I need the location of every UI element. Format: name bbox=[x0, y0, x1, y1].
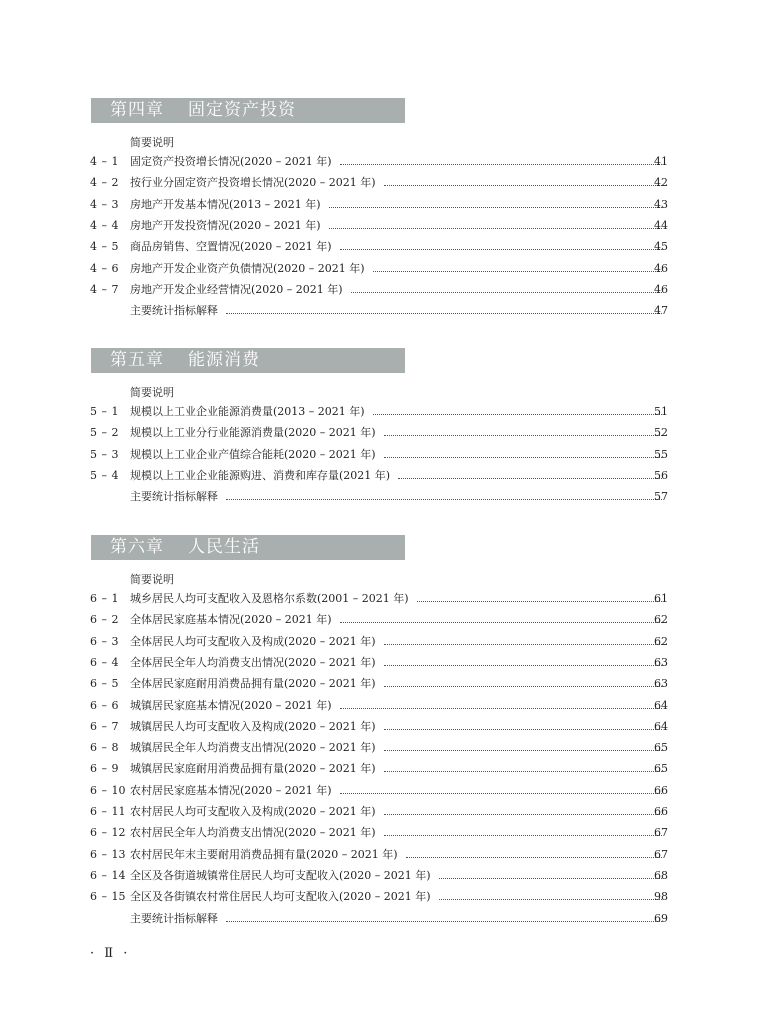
toc-entry bbox=[130, 259, 665, 279]
table-number: 4 – 7 bbox=[90, 282, 119, 296]
table-number: 5 – 2 bbox=[90, 426, 119, 440]
toc-entry bbox=[130, 610, 665, 630]
table-number: 6 – 11 bbox=[90, 805, 126, 818]
toc-title[interactable]: 城镇居民人均可支配收入及构成(2020 – 2021 年) bbox=[130, 719, 376, 733]
toc-entry bbox=[130, 653, 665, 673]
chapter-header bbox=[91, 348, 405, 373]
page-number: 46 bbox=[654, 261, 668, 275]
table-number: 6 – 14 bbox=[90, 868, 126, 882]
toc-entry bbox=[130, 887, 665, 907]
toc-entry bbox=[130, 738, 665, 758]
toc-entry bbox=[130, 280, 665, 300]
toc-title[interactable]: 城镇居民家庭基本情况(2020 – 2021 年) bbox=[130, 698, 332, 712]
table-number: 6 – 4 bbox=[90, 655, 119, 669]
page-number: 47 bbox=[654, 304, 668, 318]
dot-leader bbox=[384, 655, 662, 666]
chapter-header bbox=[91, 98, 405, 123]
intro-link[interactable]: 简要说明 bbox=[130, 573, 174, 586]
toc-title[interactable]: 全体居民全年人均消费支出情况(2020 – 2021 年) bbox=[130, 655, 376, 669]
table-number: 6 – 2 bbox=[90, 613, 119, 627]
toc-title[interactable]: 规模以上工业分行业能源消费量(2020 – 2021 年) bbox=[130, 426, 376, 440]
toc-row[interactable] bbox=[0, 845, 760, 865]
dot-leader bbox=[329, 197, 662, 208]
toc-row[interactable] bbox=[0, 674, 760, 694]
page-number: 55 bbox=[654, 447, 668, 461]
toc-row[interactable] bbox=[0, 802, 760, 822]
dot-leader bbox=[384, 634, 662, 645]
toc-row[interactable] bbox=[0, 259, 760, 279]
page-number: 66 bbox=[654, 783, 668, 797]
toc-title[interactable]: 农村居民人均可支配收入及构成(2020 – 2021 年) bbox=[130, 805, 376, 818]
toc-title[interactable]: 商品房销售、空置情况(2020 – 2021 年) bbox=[130, 240, 332, 254]
dot-leader bbox=[417, 591, 662, 602]
page-number: 63 bbox=[654, 677, 668, 691]
dot-leader bbox=[340, 154, 662, 165]
dot-leader bbox=[226, 489, 662, 500]
toc-title[interactable]: 城乡居民人均可支配收入及恩格尔系数(2001 – 2021 年) bbox=[130, 592, 409, 605]
dot-leader bbox=[340, 698, 662, 709]
toc-row[interactable] bbox=[0, 823, 760, 843]
dot-leader bbox=[439, 868, 662, 879]
page-number: 51 bbox=[654, 405, 668, 418]
toc-entry bbox=[130, 632, 665, 652]
table-number: 4 – 1 bbox=[90, 155, 119, 168]
dot-leader bbox=[340, 239, 662, 250]
toc-row[interactable] bbox=[0, 173, 760, 193]
page-number: 41 bbox=[654, 155, 668, 168]
dot-leader bbox=[373, 261, 662, 272]
toc-row[interactable] bbox=[0, 280, 760, 300]
table-number: 6 – 5 bbox=[90, 677, 119, 691]
chapter-title: 能源消费 bbox=[188, 350, 260, 370]
toc-entry bbox=[130, 301, 665, 321]
toc-title[interactable]: 全区及各街镇农村常住居民人均可支配收入(2020 – 2021 年) bbox=[130, 890, 431, 904]
toc-entry bbox=[130, 696, 665, 716]
table-number: 4 – 2 bbox=[90, 176, 119, 190]
toc-title[interactable]: 房地产开发企业经营情况(2020 – 2021 年) bbox=[130, 282, 343, 296]
chapter-header bbox=[91, 535, 405, 560]
dot-leader bbox=[329, 218, 662, 229]
intro-link[interactable]: 简要说明 bbox=[130, 386, 174, 399]
toc-title[interactable]: 规模以上工业企业能源购进、消费和库存量(2021 年) bbox=[130, 468, 391, 482]
toc-entry bbox=[130, 487, 665, 507]
dot-leader bbox=[384, 719, 662, 730]
toc-row[interactable] bbox=[0, 696, 760, 716]
toc-entry bbox=[130, 909, 665, 929]
page-number: 67 bbox=[654, 847, 668, 861]
toc-title[interactable]: 房地产开发投资情况(2020 – 2021 年) bbox=[130, 218, 321, 232]
dot-leader bbox=[398, 468, 662, 479]
page-number: 66 bbox=[654, 805, 668, 818]
toc-entry bbox=[130, 781, 665, 801]
table-number: 6 – 1 bbox=[90, 592, 119, 605]
toc-entry bbox=[130, 195, 665, 215]
toc-title[interactable]: 规模以上工业企业产值综合能耗(2020 – 2021 年) bbox=[130, 447, 376, 461]
dot-leader bbox=[384, 825, 662, 836]
page-number: 62 bbox=[654, 634, 668, 648]
toc-entry bbox=[130, 845, 665, 865]
toc-title[interactable]: 农村居民年末主要耐用消费品拥有量(2020 – 2021 年) bbox=[130, 847, 398, 861]
toc-title[interactable]: 固定资产投资增长情况(2020 – 2021 年) bbox=[130, 155, 332, 168]
toc-row[interactable] bbox=[0, 717, 760, 737]
toc-row[interactable] bbox=[0, 909, 760, 929]
toc-row[interactable] bbox=[0, 301, 760, 321]
toc-title[interactable]: 按行业分固定资产投资增长情况(2020 – 2021 年) bbox=[130, 176, 376, 190]
dot-leader bbox=[384, 740, 662, 751]
page-number: 63 bbox=[654, 655, 668, 669]
dot-leader bbox=[384, 425, 662, 436]
table-number: 6 – 10 bbox=[90, 783, 126, 797]
page-number-marker: · Ⅱ · bbox=[90, 946, 131, 961]
toc-row[interactable] bbox=[0, 152, 760, 172]
chapter-title: 固定资产投资 bbox=[188, 100, 296, 120]
toc-entry bbox=[130, 445, 665, 465]
toc-title[interactable]: 房地产开发基本情况(2013 – 2021 年) bbox=[130, 197, 321, 211]
toc-entry bbox=[130, 237, 665, 257]
toc-title[interactable]: 全体居民人均可支配收入及构成(2020 – 2021 年) bbox=[130, 634, 376, 648]
toc-entry bbox=[130, 674, 665, 694]
page-number: 46 bbox=[654, 282, 668, 296]
toc-entry bbox=[130, 423, 665, 443]
toc-row[interactable] bbox=[0, 887, 760, 907]
toc-title[interactable]: 主要统计指标解释 bbox=[130, 911, 218, 925]
toc-entry bbox=[130, 466, 665, 486]
page-number: 65 bbox=[654, 741, 668, 755]
toc-row[interactable] bbox=[0, 216, 760, 236]
table-number: 6 – 3 bbox=[90, 634, 119, 648]
toc-entry bbox=[130, 823, 665, 843]
toc-title[interactable]: 全体居民家庭耐用消费品拥有量(2020 – 2021 年) bbox=[130, 677, 376, 691]
toc-title[interactable]: 房地产开发企业资产负债情况(2020 – 2021 年) bbox=[130, 261, 365, 275]
table-number: 5 – 4 bbox=[90, 468, 119, 482]
dot-leader bbox=[340, 783, 662, 794]
page-number: 52 bbox=[654, 426, 668, 440]
page-number: 67 bbox=[654, 826, 668, 840]
toc-title[interactable]: 城镇居民家庭耐用消费品拥有量(2020 – 2021 年) bbox=[130, 762, 376, 776]
toc-row[interactable] bbox=[0, 445, 760, 465]
toc-title[interactable]: 主要统计指标解释 bbox=[130, 304, 218, 318]
table-number: 6 – 9 bbox=[90, 762, 119, 776]
toc-title[interactable]: 农村居民家庭基本情况(2020 – 2021 年) bbox=[130, 783, 332, 797]
table-number: 6 – 6 bbox=[90, 698, 119, 712]
toc-row[interactable] bbox=[0, 632, 760, 652]
page-number: 61 bbox=[654, 592, 668, 605]
toc-row[interactable] bbox=[0, 237, 760, 257]
toc-row[interactable] bbox=[0, 781, 760, 801]
table-number: 5 – 1 bbox=[90, 405, 119, 418]
toc-entry bbox=[130, 216, 665, 236]
toc-entry bbox=[130, 173, 665, 193]
table-number: 4 – 6 bbox=[90, 261, 119, 275]
page-number: 69 bbox=[654, 911, 668, 925]
table-number: 4 – 5 bbox=[90, 240, 119, 254]
dot-leader bbox=[384, 175, 662, 186]
toc-title[interactable]: 规模以上工业企业能源消费量(2013 – 2021 年) bbox=[130, 405, 365, 418]
page-number: 44 bbox=[654, 218, 668, 232]
chapter-title: 人民生活 bbox=[188, 537, 260, 557]
toc-row[interactable] bbox=[0, 610, 760, 630]
table-number: 6 – 7 bbox=[90, 719, 119, 733]
toc-entry bbox=[130, 152, 665, 172]
page-number: 64 bbox=[654, 698, 668, 712]
toc-row[interactable] bbox=[0, 195, 760, 215]
toc-row[interactable] bbox=[0, 423, 760, 443]
toc-row[interactable] bbox=[0, 738, 760, 758]
page-number: 68 bbox=[654, 868, 668, 882]
toc-entry bbox=[130, 589, 665, 609]
table-number: 4 – 4 bbox=[90, 218, 119, 232]
dot-leader bbox=[226, 303, 662, 314]
toc-row[interactable] bbox=[0, 487, 760, 507]
table-number: 6 – 15 bbox=[90, 890, 126, 904]
toc-row[interactable] bbox=[0, 866, 760, 886]
dot-leader bbox=[373, 404, 662, 415]
toc-entry bbox=[130, 802, 665, 822]
toc-row[interactable] bbox=[0, 653, 760, 673]
toc-entry bbox=[130, 759, 665, 779]
page-number: 43 bbox=[654, 197, 668, 211]
chapter-number: 第五章 bbox=[110, 350, 164, 370]
page-number: 45 bbox=[654, 240, 668, 254]
dot-leader bbox=[384, 676, 662, 687]
dot-leader bbox=[406, 847, 662, 858]
chapter-number: 第四章 bbox=[110, 100, 164, 120]
dot-leader bbox=[439, 889, 662, 900]
page-number: 42 bbox=[654, 176, 668, 190]
page-number: 64 bbox=[654, 719, 668, 733]
chapter-number: 第六章 bbox=[110, 537, 164, 557]
dot-leader bbox=[340, 612, 662, 623]
dot-leader bbox=[384, 804, 662, 815]
page-number: 56 bbox=[654, 468, 668, 482]
toc-row[interactable] bbox=[0, 466, 760, 486]
page-number: 62 bbox=[654, 613, 668, 627]
toc-row[interactable] bbox=[0, 402, 760, 422]
toc-title[interactable]: 城镇居民全年人均消费支出情况(2020 – 2021 年) bbox=[130, 741, 376, 755]
toc-entry bbox=[130, 866, 665, 886]
toc-row[interactable] bbox=[0, 759, 760, 779]
page-number: 65 bbox=[654, 762, 668, 776]
table-number: 6 – 12 bbox=[90, 826, 126, 840]
table-number: 4 – 3 bbox=[90, 197, 119, 211]
page-number: 98 bbox=[654, 890, 668, 904]
toc-row[interactable] bbox=[0, 589, 760, 609]
page-number: 57 bbox=[654, 490, 668, 504]
toc-title[interactable]: 全区及各街道城镇常住居民人均可支配收入(2020 – 2021 年) bbox=[130, 868, 431, 882]
toc-entry bbox=[130, 402, 665, 422]
table-number: 6 – 8 bbox=[90, 741, 119, 755]
toc-title[interactable]: 全体居民家庭基本情况(2020 – 2021 年) bbox=[130, 613, 332, 627]
toc-entry bbox=[130, 717, 665, 737]
dot-leader bbox=[226, 911, 662, 922]
table-number: 5 – 3 bbox=[90, 447, 119, 461]
dot-leader bbox=[384, 761, 662, 772]
dot-leader bbox=[351, 282, 662, 293]
intro-link[interactable]: 简要说明 bbox=[130, 136, 174, 149]
table-number: 6 – 13 bbox=[90, 847, 126, 861]
toc-title[interactable]: 农村居民全年人均消费支出情况(2020 – 2021 年) bbox=[130, 826, 376, 840]
toc-title[interactable]: 主要统计指标解释 bbox=[130, 490, 218, 504]
dot-leader bbox=[384, 447, 662, 458]
